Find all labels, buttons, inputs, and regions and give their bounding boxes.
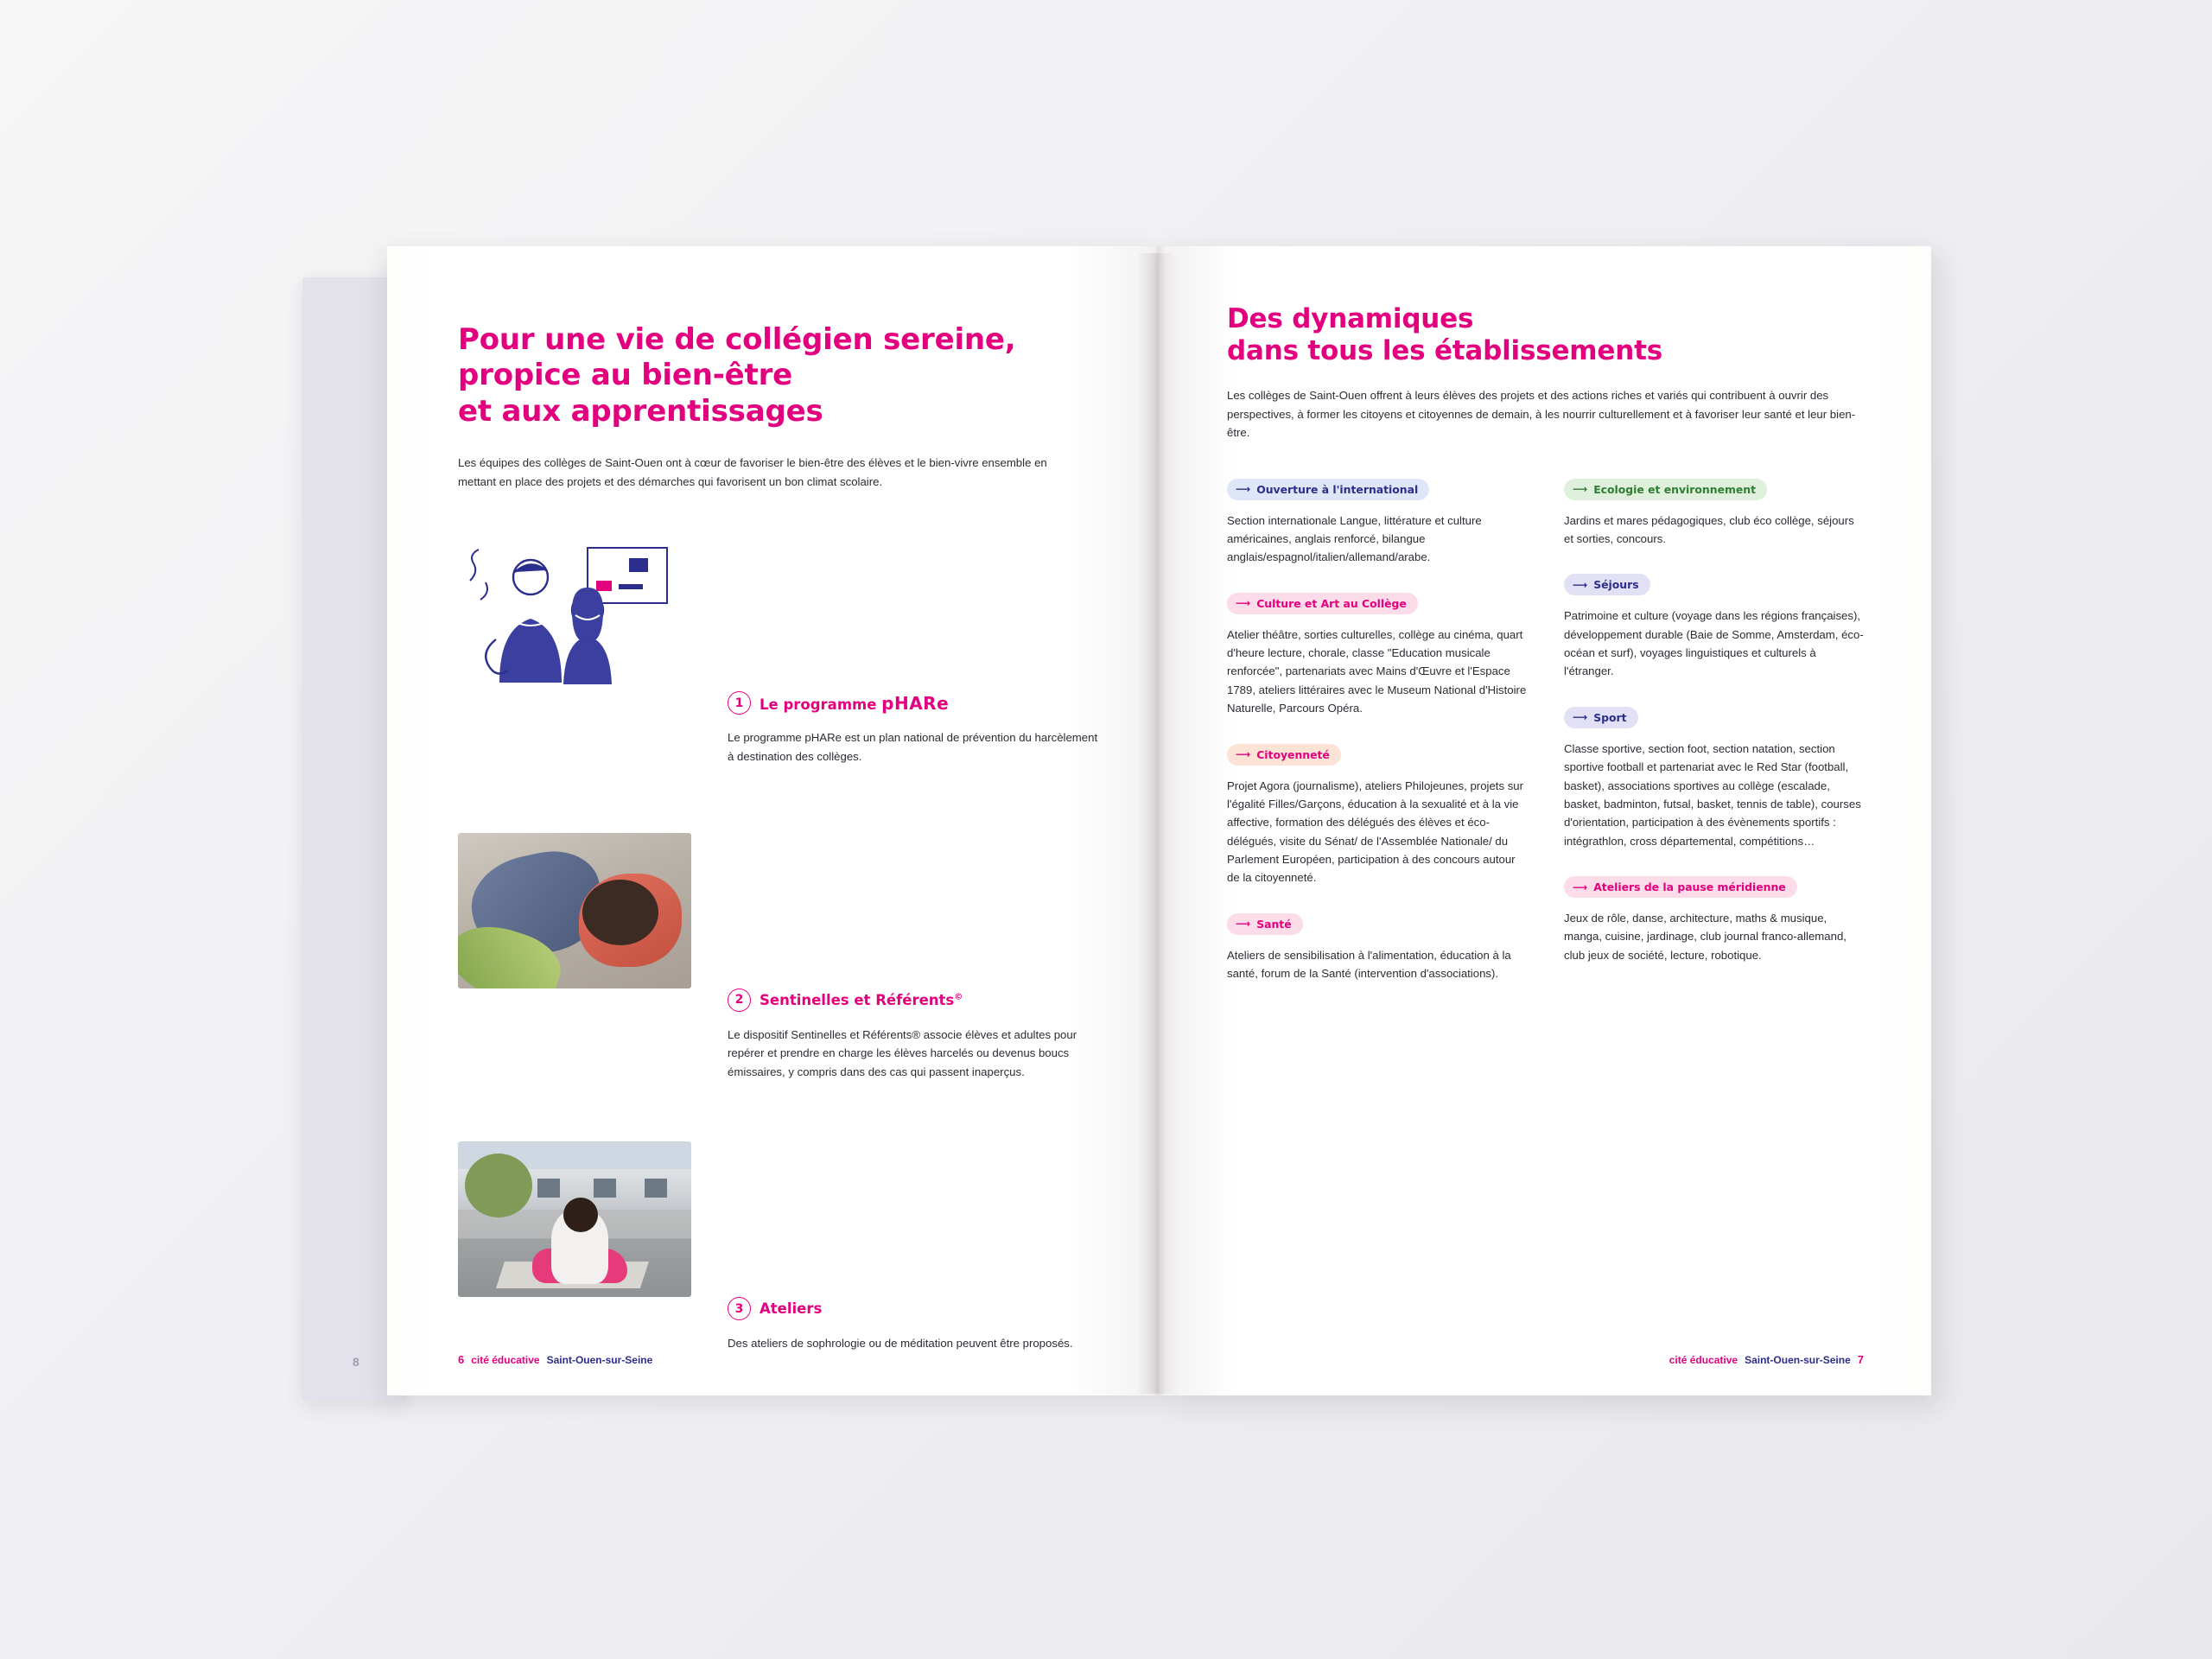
right-title-line-1: Des dynamiques	[1227, 303, 1474, 334]
arrow-right-icon: ⟶	[1573, 880, 1588, 893]
topic-tag	[1564, 574, 1650, 595]
arrow-right-icon: ⟶	[1236, 597, 1251, 610]
photo-detail	[465, 1154, 532, 1217]
brand-name-secondary: Saint-Ouen-sur-Seine	[1745, 1354, 1851, 1366]
item-heading	[728, 691, 1080, 715]
item-number: 2	[728, 988, 751, 1012]
arrow-right-icon: ⟶	[1573, 483, 1588, 495]
item-number: 1	[728, 691, 751, 715]
spine-line	[1156, 438, 1158, 1190]
right-page-title	[1227, 303, 1866, 367]
item-heading	[728, 1297, 1080, 1320]
topic-block	[1227, 479, 1528, 567]
arrow-right-icon: ⟶	[1573, 578, 1588, 591]
item-title	[760, 693, 949, 714]
under-sheet-page-number: 8	[353, 1355, 359, 1369]
right-page-intro: Les collèges de Saint-Ouen offrent à leurs élèves des projets et des actions riches et variés qui contribuent à ouvrir des perspectives, à former les citoyens et citoyennes de demain, à les nourrir culturellement et à favoriser leur santé et leur bien-être.	[1227, 389, 1856, 440]
photo-detail	[537, 1179, 560, 1198]
topic-block	[1564, 479, 1865, 549]
topic-tag-label: Séjours	[1593, 578, 1639, 592]
brand-name-primary: cité éducative	[1669, 1354, 1738, 1366]
item-text: Des ateliers de sophrologie ou de méditation peuvent être proposés.	[728, 1337, 1073, 1351]
brand-name-secondary: Saint-Ouen-sur-Seine	[546, 1354, 653, 1366]
topic-tag-label: Ateliers de la pause méridienne	[1593, 880, 1786, 893]
item-title-plain: Le programme	[760, 696, 882, 713]
right-page-footer	[1669, 1353, 1864, 1366]
topic-column-right	[1564, 479, 1865, 1009]
topic-tag	[1227, 593, 1418, 614]
left-page-intro: Les équipes des collèges de Saint-Ouen ont à cœur de favoriser le bien-être des élèves et le bien-vivre ensemble en mettant en place des projets et des démarches qui favorisent un bon climat scolaire.	[458, 456, 1047, 488]
right-page	[1158, 246, 1931, 1395]
left-page-title	[458, 322, 1080, 429]
topic-tag	[1227, 744, 1341, 766]
item-title-accent: pHARe	[881, 692, 950, 714]
photo-detail	[458, 913, 569, 988]
topic-block	[1564, 574, 1865, 681]
topic-text: Jeux de rôle, danse, architecture, maths & musique, manga, cuisine, jardinage, club journal franco-allemand, club jeux de société, lecture, robotique.	[1564, 912, 1847, 962]
left-page-footer	[458, 1353, 652, 1366]
topic-tag-label: Ouverture à l'international	[1256, 482, 1419, 496]
item-number: 3	[728, 1297, 751, 1320]
list-item	[458, 536, 1098, 766]
right-title-line-2: dans tous les établissements	[1227, 335, 1662, 367]
page-number: 6	[458, 1353, 465, 1366]
topic-block	[1564, 707, 1865, 850]
topic-text: Section internationale Langue, littérature et culture américaines, anglais renforcé, bilangue anglais/espagnol/italien/allemand/arabe.	[1227, 513, 1482, 564]
topic-tag	[1564, 707, 1638, 728]
arrow-right-icon: ⟶	[1236, 918, 1251, 931]
item-title-plain: Sentinelles et Référents	[760, 991, 955, 1008]
topic-text: Classe sportive, section foot, section natation, section sportive football et partenariat avec le Red Star (football, basket), associations sportives au collège (escalade, basket, badminton, futsal, basket, tennis de table), courses d'orientation, participation à des évènements sportifs : intégrathlon, cross départemental, compétitions…	[1564, 741, 1861, 848]
page-number: 7	[1857, 1353, 1864, 1366]
illustration-two-students	[458, 536, 691, 691]
topic-text: Patrimoine et culture (voyage dans les régions françaises), développement durable (Baie de Somme, Amsterdam, éco-océan et surf), voyages linguistiques et culturels à l'étranger.	[1564, 609, 1864, 678]
left-title-line-2: propice au bien-être	[458, 358, 793, 393]
arrow-right-icon: ⟶	[1573, 711, 1588, 724]
list-item	[458, 1141, 1080, 1352]
item-title: Ateliers	[760, 1300, 823, 1318]
arrow-right-icon: ⟶	[1236, 748, 1251, 760]
topic-block	[1227, 744, 1528, 887]
brand-name-primary: cité éducative	[471, 1354, 540, 1366]
topic-text: Jardins et mares pédagogiques, club éco collège, séjours et sorties, concours.	[1564, 513, 1854, 545]
booklet-spread	[311, 246, 1901, 1413]
topic-text: Ateliers de sensibilisation à l'alimentation, éducation à la santé, forum de la Santé (intervention d'associations).	[1227, 948, 1511, 981]
topic-text: Projet Agora (journalisme), ateliers Philojeunes, projets sur l'égalité Filles/Garçons, éducation à la sexualité et à la vie affective, formation des délégués des élèves et éco-délégués, visite du Sénat/ de l'Assemblée Nationale/ du Parlement Européen, participation à des concours autour de la citoyenneté.	[1227, 779, 1524, 885]
topic-text: Atelier théâtre, sorties culturelles, collège au cinéma, quart d'heure lecture, chorale, classe "Education musicale renforcée", partenariats avec Mains d'Œuvre et l'Espace 1789, ateliers littéraires avec le Museum National d'Histoire Naturelle, Parcours Opéra.	[1227, 627, 1527, 715]
photo-child-with-backpack	[458, 833, 691, 988]
photo-detail	[645, 1179, 667, 1198]
students-illustration-icon	[458, 536, 691, 691]
photo-detail	[594, 1179, 616, 1198]
topic-tag-label: Santé	[1256, 917, 1292, 931]
topic-tag-label: Sport	[1593, 710, 1627, 724]
item-text: Le dispositif Sentinelles et Référents® associe élèves et adultes pour repérer et prendre en charge les élèves harcelés ou devenus boucs émissaires, y compris dans des cas qui passent inaperçus.	[728, 1027, 1077, 1078]
topic-tag-label: Ecologie et environnement	[1593, 482, 1757, 496]
left-title-line-1: Pour une vie de collégien sereine,	[458, 322, 1016, 357]
topic-block	[1227, 913, 1528, 983]
item-heading	[728, 988, 1080, 1012]
topic-block	[1227, 593, 1528, 718]
topic-tag	[1564, 479, 1767, 500]
arrow-right-icon: ⟶	[1236, 483, 1251, 495]
list-item	[458, 833, 1080, 1081]
item-title-superscript: ©	[954, 992, 963, 1002]
left-page	[387, 246, 1160, 1395]
item-title	[760, 992, 963, 1008]
topic-block	[1564, 876, 1865, 964]
photo-detail	[563, 1198, 598, 1232]
item-text: Le programme pHARe est un plan national de prévention du harcèlement à destination des collèges.	[728, 731, 1098, 763]
topic-column-left	[1227, 479, 1528, 1009]
topic-tag	[1227, 479, 1429, 500]
topic-tag	[1227, 913, 1303, 935]
topic-tag-label: Culture et Art au Collège	[1256, 596, 1407, 610]
photo-detail	[582, 880, 658, 945]
left-title-line-3: et aux apprentissages	[458, 393, 823, 429]
photo-child-meditating	[458, 1141, 691, 1297]
topic-columns	[1227, 479, 1866, 1009]
topic-tag-label: Citoyenneté	[1256, 747, 1330, 761]
topic-tag	[1564, 876, 1797, 898]
